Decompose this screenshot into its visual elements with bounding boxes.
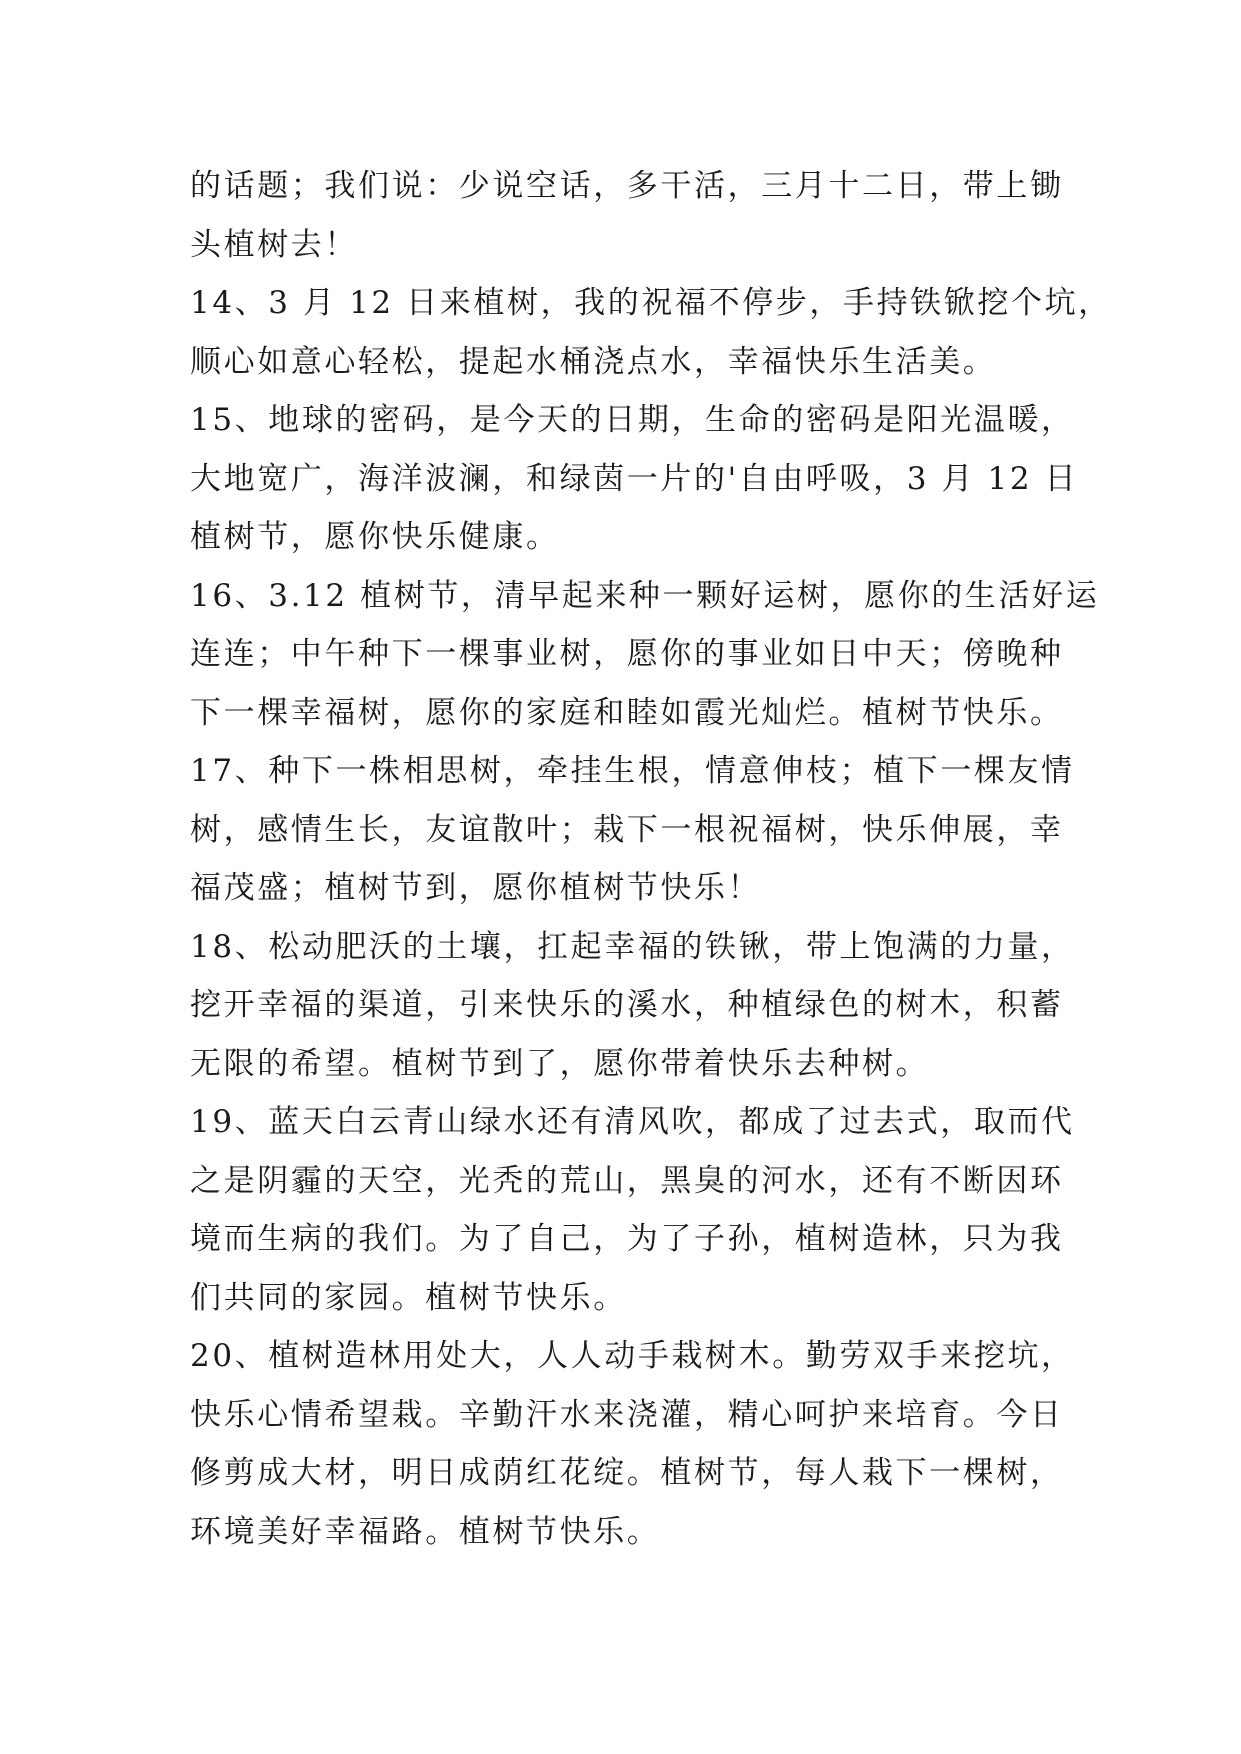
text-line: 20、植树造林用处大，人人动手栽树木。勤劳双手来挖坑，: [190, 1338, 1075, 1374]
text-line: 16、3.12 植树节，清早起来种一颗好运树，愿你的生活好运: [190, 577, 1100, 614]
text-line: 境而生病的我们。为了自己，为了子孙，植树造林，只为我: [190, 1221, 1064, 1257]
text-line: 下一棵幸福树，愿你的家庭和睦如霞光灿烂。植树节快乐。: [190, 694, 1064, 731]
text-line: 福茂盛；植树节到，愿你植树节快乐！: [190, 870, 762, 906]
text-line: 顺心如意心轻松，提起水桶浇点水，幸福快乐生活美。: [190, 343, 997, 380]
text-line: 大地宽广，海洋波澜，和绿茵一片的'自由呼吸，3 月 12 日: [190, 460, 1079, 497]
text-line: 19、蓝天白云青山绿水还有清风吹，都成了过去式，取而代: [190, 1104, 1075, 1140]
text-line: 17、种下一株相思树，牵挂生根，情意伸枝；植下一棵友情: [190, 753, 1075, 789]
text-line: 15、地球的密码，是今天的日期，生命的密码是阳光温暖，: [190, 402, 1075, 438]
text-line: 快乐心情希望栽。辛勤汗水来浇灌，精心呵护来培育。今日: [190, 1396, 1064, 1433]
text-line: 18、松动肥沃的土壤，扛起幸福的铁锹，带上饱满的力量，: [190, 928, 1075, 965]
text-line: 环境美好幸福路。植树节快乐。: [190, 1513, 661, 1550]
text-line: 修剪成大材，明日成荫红花绽。植树节，每人栽下一棵树，: [190, 1455, 1064, 1491]
text-line: 的话题；我们说：少说空话，多干活，三月十二日，带上锄: [190, 168, 1064, 204]
text-line: 挖开幸福的渠道，引来快乐的溪水，种植绿色的树木，积蓄: [190, 987, 1064, 1023]
text-line: 头植树去！: [190, 226, 358, 263]
text-line: 树，感情生长，友谊散叶；栽下一根祝福树，快乐伸展，幸: [190, 811, 1064, 848]
text-line: 14、3 月 12 日来植树，我的祝福不停步，手持铁锨挖个坑，: [190, 285, 1112, 321]
text-line: 无限的希望。植树节到了，愿你带着快乐去种树。: [190, 1045, 930, 1082]
text-line: 之是阴霾的天空，光秃的荒山，黑臭的河水，还有不断因环: [190, 1162, 1064, 1199]
text-line: 们共同的家园。植树节快乐。: [190, 1279, 627, 1316]
text-line: 连连；中午种下一棵事业树，愿你的事业如日中天；傍晚种: [190, 636, 1064, 672]
document-body: [190, 157, 1112, 1561]
text-line: 植树节，愿你快乐健康。: [190, 519, 560, 555]
